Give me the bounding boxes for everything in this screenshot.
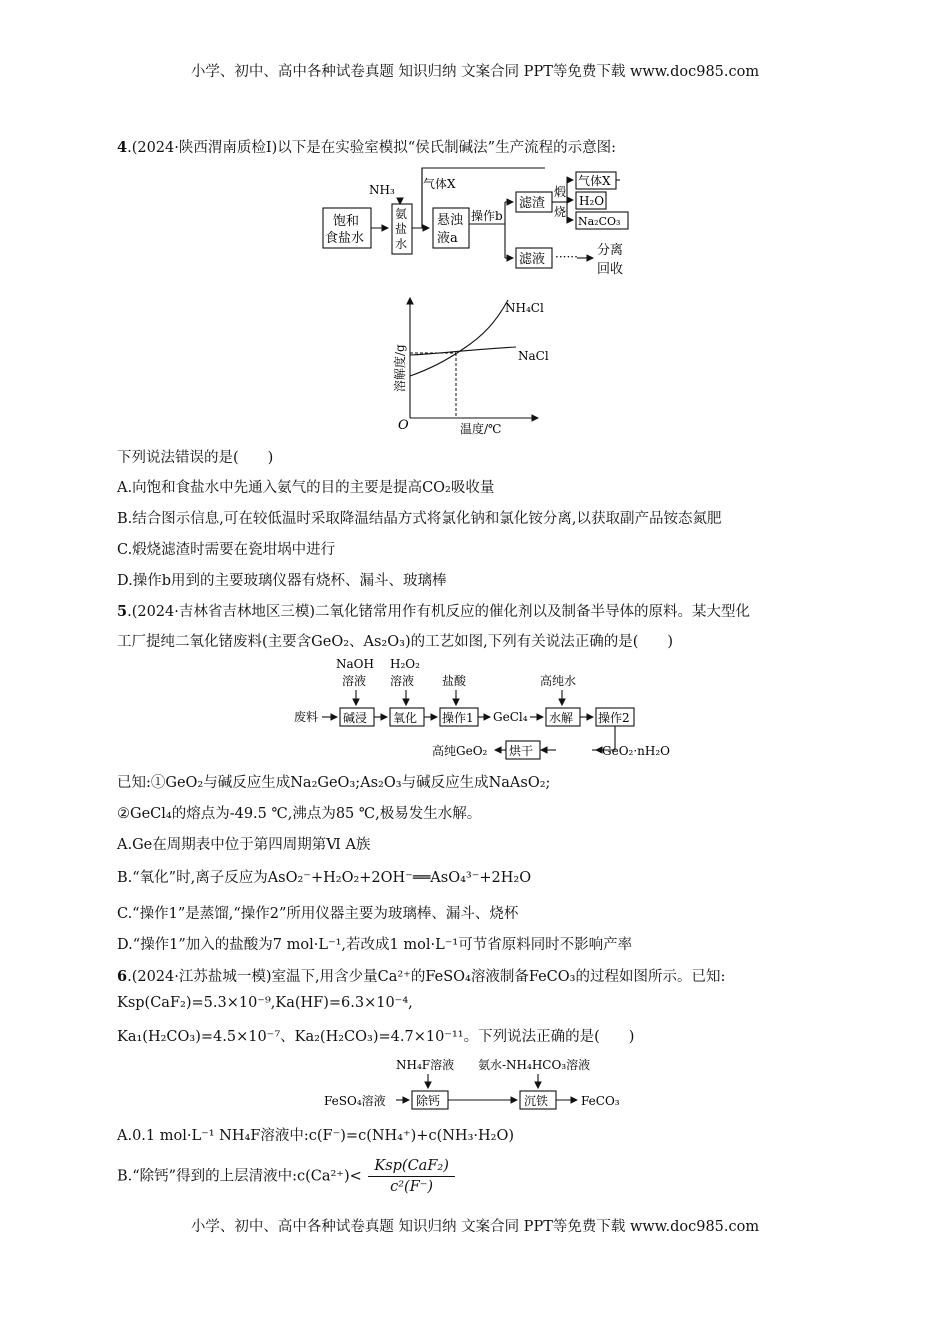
q6-constants-2: Ka₁(H₂CO₃)=4.5×10⁻⁷、Ka₂(H₂CO₃)=4.7×10⁻¹¹。下列说法正确的是( ) xyxy=(117,1029,635,1045)
q4-curve-nh4cl: NH₄Cl xyxy=(505,301,544,315)
q5-box-6: 烘干 xyxy=(509,744,534,758)
q4-number: 4 xyxy=(117,139,128,156)
q6-option-b-fraction xyxy=(368,1158,454,1195)
q4-filtrate: 滤液 xyxy=(519,252,546,267)
q4-box2-c1: 氨 xyxy=(395,207,408,221)
q4-flow-diagram xyxy=(315,164,655,282)
q4-nacl-curve xyxy=(410,347,516,355)
q5-water-label: 高纯水 xyxy=(540,674,577,688)
q4-curve-nacl: NaCl xyxy=(518,349,549,363)
q6-option-b-prefix: B.“除钙”得到的上层清液中:c(Ca²⁺)< xyxy=(117,1168,362,1185)
q5-box-3: 操作1 xyxy=(442,711,474,725)
q5-hydrate: GeO₂·nH₂O xyxy=(602,744,670,758)
q4-box3-l1: 悬浊 xyxy=(437,213,464,228)
q4-xlabel: 温度/℃ xyxy=(460,422,502,436)
q5-gecl4: GeCl₄ xyxy=(493,710,528,724)
q6-box-1: 除钙 xyxy=(416,1094,441,1108)
q6-fraction-denominator: c²(F⁻) xyxy=(390,1179,434,1195)
q4-recover-l1: 分离 xyxy=(597,243,624,258)
q5-product: 高纯GeO₂ xyxy=(432,744,488,758)
q4-box1-line1: 饱和 xyxy=(333,214,360,229)
q5-number: 5 xyxy=(117,603,128,620)
q4-ylabel: 溶解度/g xyxy=(393,344,407,392)
q5-h2o2-l1: H₂O₂ xyxy=(390,657,420,671)
q6-start: FeSO₄溶液 xyxy=(324,1094,386,1108)
q5-naoh-l1: NaOH xyxy=(336,657,374,671)
q6-constants-1: Ksp(CaF₂)=5.3×10⁻⁹,Ka(HF)=6.3×10⁻⁴, xyxy=(117,995,413,1011)
q6-option-a: A.0.1 mol·L⁻¹ NH₄F溶液中:c(F⁻)=c(NH₄⁺)+c(NH₃·H₂O) xyxy=(117,1128,514,1144)
q4-op-b-label: 操作b xyxy=(471,209,503,223)
q4-option-a: A.向饱和食盐水中先通入氨气的目的主要是提高CO₂吸收量 xyxy=(117,480,495,496)
q5-box-2: 氧化 xyxy=(393,711,418,725)
q4-nh3-label: NH₃ xyxy=(369,183,395,197)
q5-option-c: C.“操作1”是蒸馏,“操作2”所用仪器主要为玻璃棒、漏斗、烧杯 xyxy=(117,906,519,922)
q4-solubility-graph xyxy=(388,292,568,440)
q6-stem xyxy=(117,965,725,986)
q6-number: 6 xyxy=(117,968,128,985)
page-header: 小学、初中、高中各种试卷真题 知识归纳 文案合同 PPT等免费下载 www.doc985.com xyxy=(190,64,760,80)
q4-box2-c3: 水 xyxy=(395,237,408,251)
q4-calcine-c1: 煅 xyxy=(554,185,567,199)
q4-option-b: B.结合图示信息,可在较低温时采取降温结晶方式将氯化钠和氯化铵分离,以获取副产品铵态氮肥 xyxy=(117,511,722,527)
q6-box-2: 沉铁 xyxy=(524,1094,549,1108)
page-footer: 小学、初中、高中各种试卷真题 知识归纳 文案合同 PPT等免费下载 www.doc985.com xyxy=(190,1219,760,1235)
q6-flow-diagram xyxy=(320,1053,640,1115)
q4-stem-text: .(2024·陕西渭南质检Ⅰ)以下是在实验室模拟“侯氏制碱法”生产流程的示意图: xyxy=(127,140,616,156)
q4-dots: ······ xyxy=(555,250,578,264)
q5-hcl-label: 盐酸 xyxy=(442,674,467,688)
q4-gas-x-label: 气体X xyxy=(423,177,456,191)
q4-box1-line2: 食盐水 xyxy=(325,231,365,246)
q4-origin: O xyxy=(398,418,409,433)
q5-stem-1 xyxy=(117,600,750,621)
q4-prompt: 下列说法错误的是( ) xyxy=(117,450,274,466)
q4-residue: 滤渣 xyxy=(519,196,546,211)
q4-option-c: C.煅烧滤渣时需要在瓷坩埚中进行 xyxy=(117,542,336,558)
q6-reagent-1: NH₄F溶液 xyxy=(396,1058,455,1072)
q5-flow-diagram xyxy=(290,655,670,767)
q5-box-1: 碱浸 xyxy=(343,711,368,725)
q5-option-d: D.“操作1”加入的盐酸为7 mol·L⁻¹,若改成1 mol·L⁻¹可节省原料同时不影响产率 xyxy=(117,937,633,953)
q6-end: FeCO₃ xyxy=(581,1094,620,1108)
q6-stem-text: .(2024·江苏盐城一模)室温下,用含少量Ca²⁺的FeSO₄溶液制备FeCO₃的过程如图所示。已知: xyxy=(127,969,726,985)
q4-product-1: 气体X xyxy=(578,174,611,188)
q5-stem-text-1: .(2024·吉林省吉林地区三模)二氧化锗常用作有机反应的催化剂以及制备半导体的原料。某大型化 xyxy=(127,604,751,620)
q5-waste: 废料 xyxy=(294,710,319,724)
q6-reagent-2: 氨水-NH₄HCO₃溶液 xyxy=(478,1058,591,1072)
q4-nh4cl-curve xyxy=(410,300,508,376)
q4-option-d: D.操作b用到的主要玻璃仪器有烧杯、漏斗、玻璃棒 xyxy=(117,573,447,589)
q4-recover-l2: 回收 xyxy=(597,262,624,277)
q4-box2-c2: 盐 xyxy=(395,222,408,236)
q5-option-a: A.Ge在周期表中位于第四周期第Ⅵ A族 xyxy=(117,837,371,853)
q5-option-b: B.“氧化”时,离子反应为AsO₂⁻+H₂O₂+2OH⁻══AsO₄³⁻+2H₂O xyxy=(117,870,532,886)
q4-calcine-c2: 烧 xyxy=(554,205,567,219)
q4-product-3: Na₂CO₃ xyxy=(578,215,621,228)
q5-stem-2: 工厂提纯二氧化锗废料(主要含GeO₂、As₂O₃)的工艺如图,下列有关说法正确的是( ) xyxy=(117,634,674,650)
q5-known-2: ②GeCl₄的熔点为-49.5 ℃,沸点为85 ℃,极易发生水解。 xyxy=(117,806,482,822)
q5-box-5: 操作2 xyxy=(598,711,630,725)
q5-known-1: 已知:①GeO₂与碱反应生成Na₂GeO₃;As₂O₃与碱反应生成NaAsO₂; xyxy=(117,775,551,791)
q4-stem xyxy=(117,136,616,157)
q5-naoh-l2: 溶液 xyxy=(342,674,367,688)
q5-h2o2-l2: 溶液 xyxy=(390,674,415,688)
q4-product-2: H₂O xyxy=(579,194,605,208)
q5-box-4: 水解 xyxy=(549,711,574,725)
q6-option-b xyxy=(117,1158,455,1195)
q4-box3-l2: 液a xyxy=(437,231,458,246)
q6-fraction-numerator: Ksp(CaF₂) xyxy=(368,1158,454,1177)
